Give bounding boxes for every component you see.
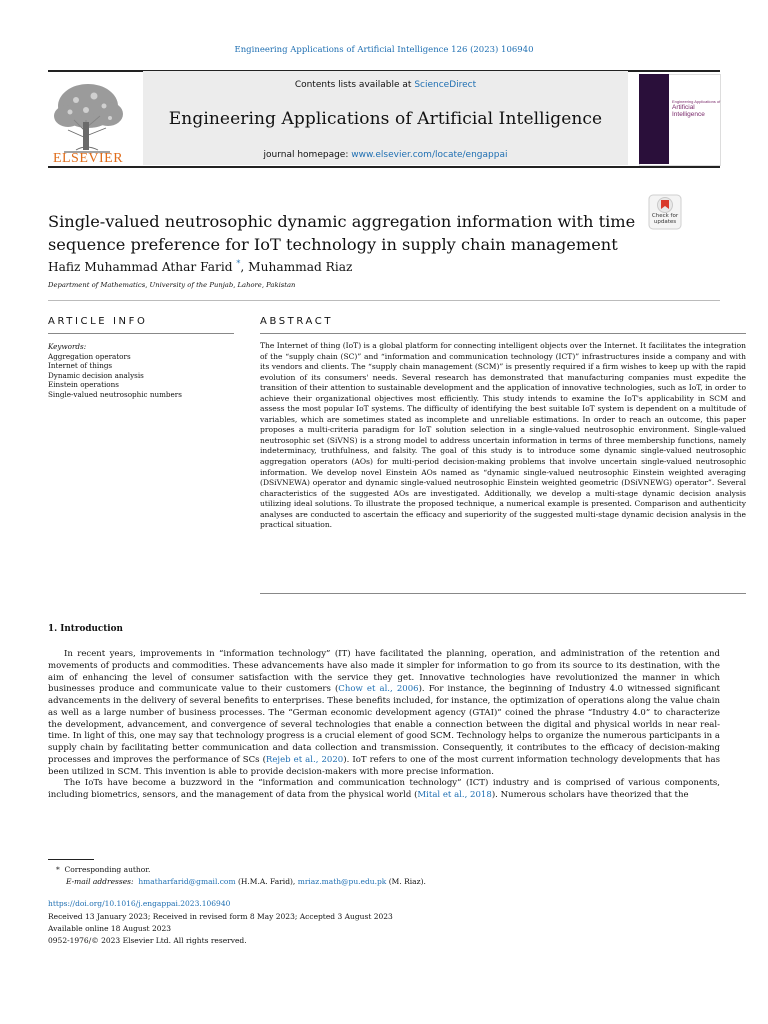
keyword-item[interactable]: Single-valued neutrosophic numbers xyxy=(48,389,182,399)
abstract-heading: ABSTRACT xyxy=(260,316,334,327)
journal-cover-title xyxy=(672,99,720,118)
email-link[interactable]: hmatharfarid@gmail.com xyxy=(138,877,236,886)
journal-homepage-line xyxy=(143,150,628,160)
email-owner: (M. Riaz). xyxy=(386,877,426,886)
keyword-item[interactable]: Aggregation operators xyxy=(48,351,131,361)
keyword-item[interactable]: Einstein operations xyxy=(48,380,119,390)
divider xyxy=(48,300,720,301)
citation-link[interactable]: Rejeb et al., 2020 xyxy=(265,754,344,765)
author-affiliation: Department of Mathematics, University of the Punjab, Lahore, Pakistan xyxy=(48,281,296,289)
journal-cover-strip xyxy=(639,74,669,164)
available-online-date: Available online 18 August 2023 xyxy=(48,924,172,933)
article-info-heading: ARTICLE INFO xyxy=(48,316,148,327)
doi-link[interactable]: https://doi.org/10.1016/j.engappai.2023.106940 xyxy=(48,899,231,908)
paragraph-text: In recent years, improvements in “information technology” (IT) have facilitated the planning, operation, and administration of the retention and movements of products and commodities. These advancements have also made it simpler for information to go from its source to its destination, with the aim of enhancing the level of consumer satisfaction with the service they get. Innovative technologies have revolutionized the manner in which businesses produce and communicate value to their customers ( xyxy=(48,649,720,695)
footnote-rule xyxy=(48,859,94,860)
journal-citation[interactable]: Engineering Applications of Artificial Intelligence 126 (2023) 106940 xyxy=(234,45,534,55)
contents-prefix: Contents lists available at xyxy=(294,80,415,90)
author-list xyxy=(48,259,352,274)
email-owner: (H.M.A. Farid), xyxy=(235,877,298,886)
copyright-notice: 0952-1976/© 2023 Elsevier Ltd. All rights reserved. xyxy=(48,936,247,945)
paragraph-text: ). For instance, the beginning of Industry 4.0 witnessed significant advancements in the delivery of several benefits to enterprises. These benefits included, for instance, the optimization of operations along the value chain as well as a large number of business processes. The “German economic development agency (GTAI)” coined the phrase “Industry 4.0” to characterize the development, advancement, and convergence of several technologies that enable a connection between the digital and physical worlds in near real-time. In light of this, one may say that technology progress is a crucial element of good SCM. Technology helps to organize the numerous participants in a supply chain by facilitating better communication and data collection and transmission. Consequently, it contributes to the efficacy of decision-making processes and improves the performance of SCs ( xyxy=(48,684,720,765)
corresponding-author-label: Corresponding author. xyxy=(64,865,151,874)
citation-link[interactable]: Chow et al., 2006 xyxy=(338,684,419,695)
introduction-body xyxy=(48,649,720,802)
paragraph-text: ). IoT refers to one of the most current information technology developments that has been utilized in SCM. This invention is able to provide decision-makers with more precise information. xyxy=(48,754,720,777)
cover-title-line-1: Engineering Applications of xyxy=(672,99,721,104)
contents-available-line xyxy=(143,80,628,90)
keyword-item[interactable]: Internet of things xyxy=(48,361,113,371)
keyword-list xyxy=(48,342,182,400)
journal-homepage-link[interactable]: www.elsevier.com/locate/engappai xyxy=(351,150,508,160)
homepage-prefix: journal homepage: xyxy=(263,150,352,160)
journal-name: Engineering Applications of Artificial Intelligence xyxy=(168,109,603,129)
sciencedirect-link[interactable]: ScienceDirect xyxy=(414,80,477,90)
article-history: Received 13 January 2023; Received in revised form 8 May 2023; Accepted 3 August 2023 xyxy=(48,912,393,921)
keywords-label: Keywords: xyxy=(48,342,87,351)
cover-title-line-3: Intelligence xyxy=(672,111,705,118)
introduction-heading: 1. Introduction xyxy=(48,624,123,634)
paragraph-text: The IoTs have become a buzzword in the “information and communication technology” (ICT) industry and is comprised of various components, including biometrics, sensors, and the management of data from the physical world ( xyxy=(48,778,720,800)
author-name[interactable]: Muhammad Riaz xyxy=(248,260,353,275)
paragraph xyxy=(48,649,720,778)
publisher-wordmark[interactable]: ELSEVIER xyxy=(52,151,124,166)
divider xyxy=(260,593,746,594)
corresponding-author-mark[interactable]: * xyxy=(236,259,241,268)
article-title: Single-valued neutrosophic dynamic aggregation information with time sequence preference for IoT technology in supply chain management xyxy=(48,212,636,254)
header-bottom-rule xyxy=(48,166,720,168)
paragraph-text: ). Numerous scholars have theorized that the xyxy=(491,790,689,800)
paragraph xyxy=(48,778,720,802)
divider xyxy=(48,333,234,334)
email-label: E-mail addresses: xyxy=(66,877,134,886)
corresponding-author-note xyxy=(56,865,150,875)
author-separator: , xyxy=(240,260,249,275)
abstract-text: The Internet of thing (IoT) is a global platform for connecting intelligent objects over the Internet. It facilitates the integration of the “supply chain (SC)” and “information and communication technology (ICT)” infrastructures inside a company and with its vendors and clients. The “supply chain management (SCM)” is presently required if a firm wishes to keep up with the rapid evolution of its consumers' needs. Several research has demonstrated that manufacturing companies must expedite the transition of their attention to sustainable development and the application of innovative technologies, such as IoT, in order to achieve their organizational objectives most efficiently. This study intends to examine the IoT's applicability in SCM and assess the most popular IoT systems. The difficulty of identifying the best suitable IoT system is dependent on a multitude of variables, which are sometimes stated as incomplete and unreliable estimations. In order to reach an outcome, this paper proposes a multi-criteria paradigm for IoT solution selection in a single-valued neutrosophic environment. Single-valued neutrosophic set (SiVNS) is a strong model to address uncertain information in terms of three membership functions, namely indeterminacy, truthfulness, and falsity. The goal of this study is to introduce some dynamic single-valued neutrosophic aggregation operators (AOs) for multi-period decision-making problems that involve uncertain single-valued neutrosophic information. We develop novel Einstein AOs named as “dynamic single-valued neutrosophic Einstein weighted averaging (DSiVNEWA) operator and dynamic single-valued neutrosophic Einstein weighted geometric (DSiVNEWG) operator”. Several characteristics of the suggested AOs are investigated. Additionally, we develop a multi-stage dynamic decision analysis utilizing ideal solutions. To illustrate the proposed technique, a numerical example is presented. Comparison and authenticity analyses are conducted to ascertain the efficacy and superiority of the suggested multi-stage dynamic decision analysis in the practical situation. xyxy=(260,341,746,530)
citation-link[interactable]: Mital et al., 2018 xyxy=(417,790,492,800)
check-for-updates-label[interactable]: Check for updates xyxy=(651,213,679,225)
keyword-item[interactable]: Dynamic decision analysis xyxy=(48,370,144,380)
cover-title-line-2: Artificial xyxy=(672,104,695,111)
email-link[interactable]: mriaz.math@pu.edu.pk xyxy=(297,877,387,886)
email-addresses-note xyxy=(66,877,426,887)
author-name[interactable]: Hafiz Muhammad Athar Farid xyxy=(48,260,233,275)
footnote-mark: * xyxy=(56,865,60,874)
divider xyxy=(260,333,746,334)
